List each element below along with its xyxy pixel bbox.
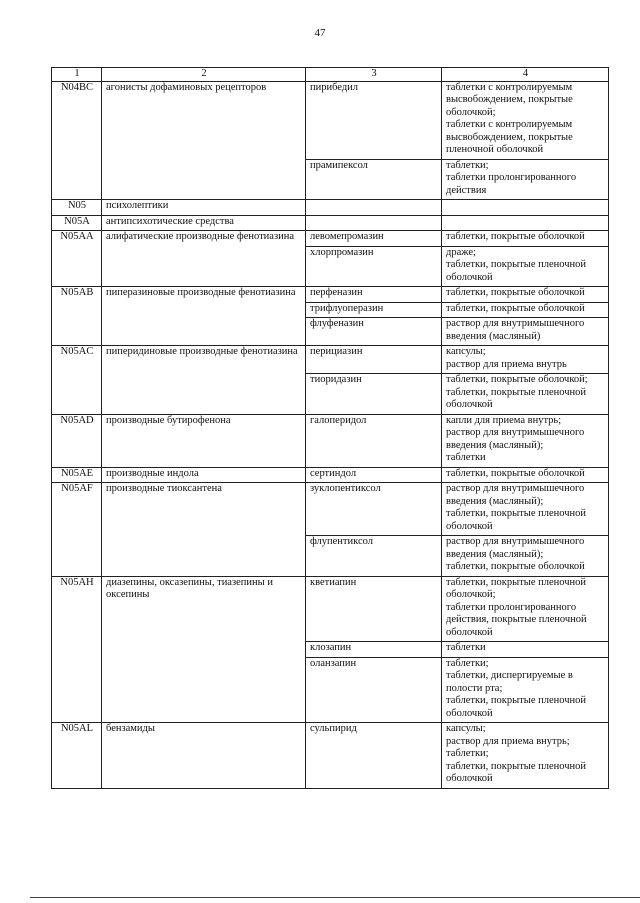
atc-code: N05AF	[52, 483, 102, 577]
table-row	[52, 287, 609, 303]
atc-code: N05AH	[52, 576, 102, 723]
dosage-form: таблетки; таблетки, диспергируемые в полости рта; таблетки, покрытые пленочной оболочкой	[442, 657, 609, 723]
drug-name	[306, 200, 442, 216]
column-number: 1	[52, 68, 102, 82]
dosage-form: таблетки, покрытые пленочной оболочкой; таблетки пролонгированного действия, покрытые пленочной оболочкой	[442, 576, 609, 642]
dosage-form	[442, 200, 609, 216]
atc-code: N05A	[52, 215, 102, 231]
atc-group-name: пиперазиновые производные фенотиазина	[102, 287, 306, 346]
atc-group-name: производные бутирофенона	[102, 414, 306, 467]
table-row	[52, 723, 609, 789]
dosage-form: таблетки, покрытые оболочкой	[442, 467, 609, 483]
drug-name: флуфеназин	[306, 318, 442, 346]
drug-name: клозапин	[306, 642, 442, 658]
atc-code: N05AC	[52, 346, 102, 415]
drug-name: тиоридазин	[306, 374, 442, 415]
drug-name: перициазин	[306, 346, 442, 374]
dosage-form: капсулы; раствор для приема внутрь; таблетки; таблетки, покрытые пленочной оболочкой	[442, 723, 609, 789]
dosage-form: таблетки, покрытые оболочкой	[442, 302, 609, 318]
dosage-form: капли для приема внутрь; раствор для внутримышечного введения (масляный); таблетки	[442, 414, 609, 467]
atc-code: N05AA	[52, 231, 102, 287]
table-row	[52, 215, 609, 231]
atc-group-name: алифатические производные фенотиазина	[102, 231, 306, 287]
drug-name	[306, 215, 442, 231]
drug-name: кветиапин	[306, 576, 442, 642]
dosage-form: раствор для внутримышечного введения (масляный); таблетки, покрытые пленочной оболочкой	[442, 483, 609, 536]
table-row	[52, 483, 609, 536]
atc-code: N05	[52, 200, 102, 216]
dosage-form: капсулы; раствор для приема внутрь	[442, 346, 609, 374]
drug-name: сульпирид	[306, 723, 442, 789]
atc-code: N05AL	[52, 723, 102, 789]
drug-name: левомепромазин	[306, 231, 442, 247]
drug-name: галоперидол	[306, 414, 442, 467]
column-number: 4	[442, 68, 609, 82]
atc-code: N05AE	[52, 467, 102, 483]
column-number-row	[52, 68, 609, 82]
atc-group-name: психолептики	[102, 200, 306, 216]
atc-code: N04BC	[52, 81, 102, 200]
drug-name: флупентиксол	[306, 536, 442, 577]
dosage-form: таблетки	[442, 642, 609, 658]
atc-group-name: диазепины, оксазепины, тиазепины и оксепины	[102, 576, 306, 723]
atc-code: N05AB	[52, 287, 102, 346]
drug-name: хлорпромазин	[306, 246, 442, 287]
drug-name: пирибедил	[306, 81, 442, 159]
table-row	[52, 231, 609, 247]
atc-group-name: пиперидиновые производные фенотиазина	[102, 346, 306, 415]
dosage-form: таблетки, покрытые оболочкой	[442, 231, 609, 247]
table-row	[52, 346, 609, 374]
drug-name: сертиндол	[306, 467, 442, 483]
atc-group-name: агонисты дофаминовых рецепторов	[102, 81, 306, 200]
dosage-form: таблетки; таблетки пролонгированного действия	[442, 159, 609, 200]
drug-name: зуклопентиксол	[306, 483, 442, 536]
table-row	[52, 467, 609, 483]
dosage-form: раствор для внутримышечного введения (масляный); таблетки, покрытые оболочкой	[442, 536, 609, 577]
drug-name: трифлуоперазин	[306, 302, 442, 318]
drug-table	[51, 67, 609, 789]
atc-code: N05AD	[52, 414, 102, 467]
dosage-form: таблетки с контролируемым высвобождением, покрытые оболочкой; таблетки с контролируемым высвобождением, покрытые пленочной оболочкой	[442, 81, 609, 159]
atc-group-name: антипсихотические средства	[102, 215, 306, 231]
table-row	[52, 200, 609, 216]
table-row	[52, 81, 609, 159]
atc-group-name: бензамиды	[102, 723, 306, 789]
dosage-form: раствор для внутримышечного введения (масляный)	[442, 318, 609, 346]
drug-name: перфеназин	[306, 287, 442, 303]
drug-name: прамипексол	[306, 159, 442, 200]
bottom-rule	[30, 897, 640, 898]
dosage-form: таблетки, покрытые оболочкой; таблетки, покрытые пленочной оболочкой	[442, 374, 609, 415]
dosage-form: таблетки, покрытые оболочкой	[442, 287, 609, 303]
atc-group-name: производные тиоксантена	[102, 483, 306, 577]
page-number: 47	[314, 27, 326, 39]
dosage-form: драже; таблетки, покрытые пленочной оболочкой	[442, 246, 609, 287]
table-row	[52, 576, 609, 642]
table-row	[52, 414, 609, 467]
table-body	[52, 81, 609, 788]
drug-name: оланзапин	[306, 657, 442, 723]
column-number: 2	[102, 68, 306, 82]
dosage-form	[442, 215, 609, 231]
column-number: 3	[306, 68, 442, 82]
atc-group-name: производные индола	[102, 467, 306, 483]
